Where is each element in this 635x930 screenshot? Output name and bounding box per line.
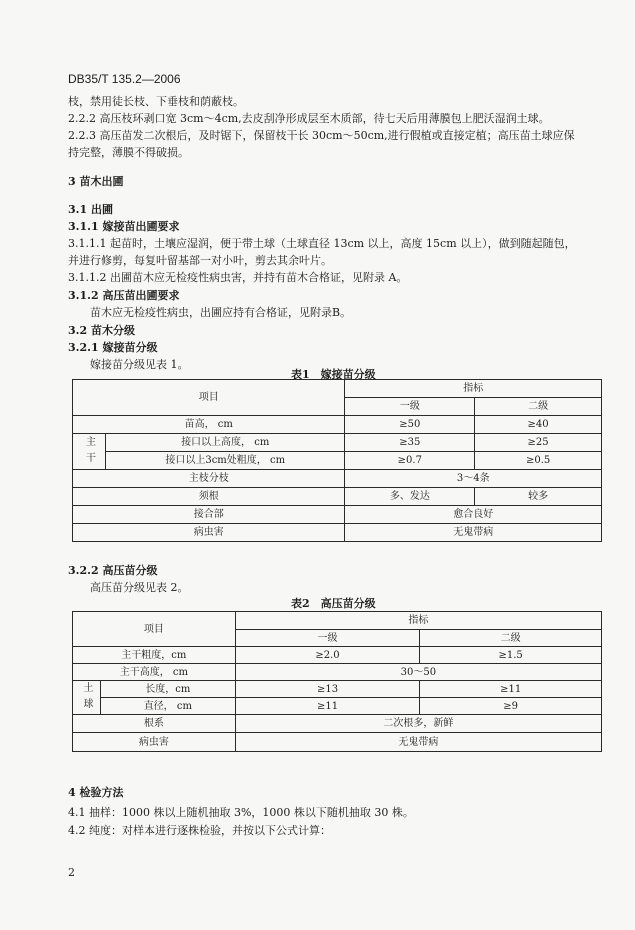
clause-3-1-1-1: 3.1.1.1 起苗时，土壤应湿润，便于带土球（土球直径 13cm 以上，高度 15cm 以上），做到随起随包， (68, 237, 576, 250)
clause-2-2-2: 2.2.2 高压枝环剥口宽 3cm～4cm,去皮刮净形成层至木质部，待七天后用薄膜包上肥沃湿润土球。 (68, 112, 550, 125)
section-4-heading: 4 检验方法 (68, 786, 124, 799)
table1-cell: ≥35 (345, 434, 475, 452)
table2-header-index: 指标 (235, 612, 601, 630)
paragraph-line: 枝，禁用徒长枝、下垂枝和荫蔽枝。 (68, 95, 244, 108)
table2-cell: ≥11 (235, 698, 420, 715)
table1-cell: 无鬼带病 (345, 524, 602, 542)
table2-row-label: 长度，cm (100, 681, 235, 698)
table2-row-label: 主干粗度，cm (73, 647, 236, 664)
table1-row-label: 接合部 (73, 506, 345, 524)
section-3-1-1-heading: 3.1.1 嫁接苗出圃要求 (68, 220, 180, 233)
table2-row-label: 主干高度， cm (73, 664, 236, 681)
table1-row-label: 接口以上高度， cm (105, 434, 345, 452)
table1-grafted-seedling-grades (72, 379, 602, 542)
clause-4-2: 4.2 纯度：对样本进行逐株检验，并按以下公式计算： (68, 824, 331, 837)
page-number: 2 (68, 866, 75, 879)
clause-2-2-3: 2.2.3 高压苗发二次根后，及时锯下，保留枝干长 30cm～50cm,进行假植或直接定植；高压苗土球应保 (68, 129, 575, 142)
table2-cell: 30～50 (235, 664, 601, 681)
clause-2-2-3-cont: 持完整，薄膜不得破损。 (68, 146, 189, 159)
clause-3-2-1-text: 嫁接苗分级见表 1。 (90, 358, 189, 371)
table2-header-grade2: 二级 (420, 630, 602, 647)
table1-row-label: 病虫害 (73, 524, 345, 542)
table2-cell: 二次根多，新鲜 (235, 715, 601, 733)
table1-header-grade2: 二级 (475, 398, 602, 416)
table1-cell: ≥50 (345, 416, 475, 434)
section-3-2-heading: 3.2 苗木分级 (68, 324, 135, 337)
table2-caption: 表2 高压苗分级 (291, 597, 376, 610)
table2-row-label: 根系 (73, 715, 236, 733)
table2-air-layered-seedling-grades (72, 611, 602, 752)
table1-cell: ≥40 (475, 416, 602, 434)
section-3-1-2-heading: 3.1.2 高压苗出圃要求 (68, 289, 180, 302)
clause-3-2-2-text: 高压苗分级见表 2。 (90, 581, 189, 594)
table1-caption: 表1 嫁接苗分级 (291, 368, 376, 381)
table2-group-soil-ball: 土球 (73, 681, 101, 715)
table2-cell: ≥11 (420, 681, 602, 698)
table2-row-label: 病虫害 (73, 733, 236, 752)
table2-cell: ≥2.0 (235, 647, 420, 664)
table2-row-label: 直径， cm (100, 698, 235, 715)
table2-header-grade1: 一级 (235, 630, 420, 647)
section-3-heading: 3 苗木出圃 (68, 175, 124, 188)
table1-header-item: 项目 (73, 380, 345, 416)
table2-cell: 无鬼带病 (235, 733, 601, 752)
table2-cell: ≥13 (235, 681, 420, 698)
clause-3-1-1-2: 3.1.1.2 出圃苗木应无检疫性病虫害，并持有苗木合格证，见附录 A。 (68, 271, 408, 284)
table2-cell: ≥1.5 (420, 647, 602, 664)
table1-cell: 3～4条 (345, 470, 602, 488)
table1-cell: ≥25 (475, 434, 602, 452)
table1-cell: ≥0.7 (345, 452, 475, 470)
table2-header-item: 项目 (73, 612, 236, 647)
table1-header-index: 指标 (345, 380, 602, 398)
table1-cell: 多、发达 (345, 488, 475, 506)
table1-group-trunk: 主干 (73, 434, 106, 470)
standard-number: DB35/T 135.2—2006 (68, 72, 181, 86)
table1-row-label: 主枝分枝 (73, 470, 345, 488)
clause-3-1-2-text: 苗木应无检疫性病虫，出圃应持有合格证，见附录B。 (90, 306, 352, 319)
table2-cell: ≥9 (420, 698, 602, 715)
table1-row-label: 须根 (73, 488, 345, 506)
table1-row-height-label: 苗高， cm (73, 416, 345, 434)
clause-4-1: 4.1 抽样：1000 株以上随机抽取 3%，1000 株以下随机抽取 30 株。 (68, 806, 414, 819)
section-3-2-1-heading: 3.2.1 嫁接苗分级 (68, 341, 158, 354)
table1-header-grade1: 一级 (345, 398, 475, 416)
clause-3-1-1-1-cont: 并进行修剪，每复叶留基部一对小叶，剪去其余叶片。 (68, 254, 332, 267)
table1-cell: 较多 (475, 488, 602, 506)
table1-cell: 愈合良好 (345, 506, 602, 524)
table1-cell: ≥0.5 (475, 452, 602, 470)
section-3-1-heading: 3.1 出圃 (68, 203, 113, 216)
section-3-2-2-heading: 3.2.2 高压苗分级 (68, 564, 158, 577)
table1-row-label: 接口以上3cm处粗度， cm (105, 452, 345, 470)
